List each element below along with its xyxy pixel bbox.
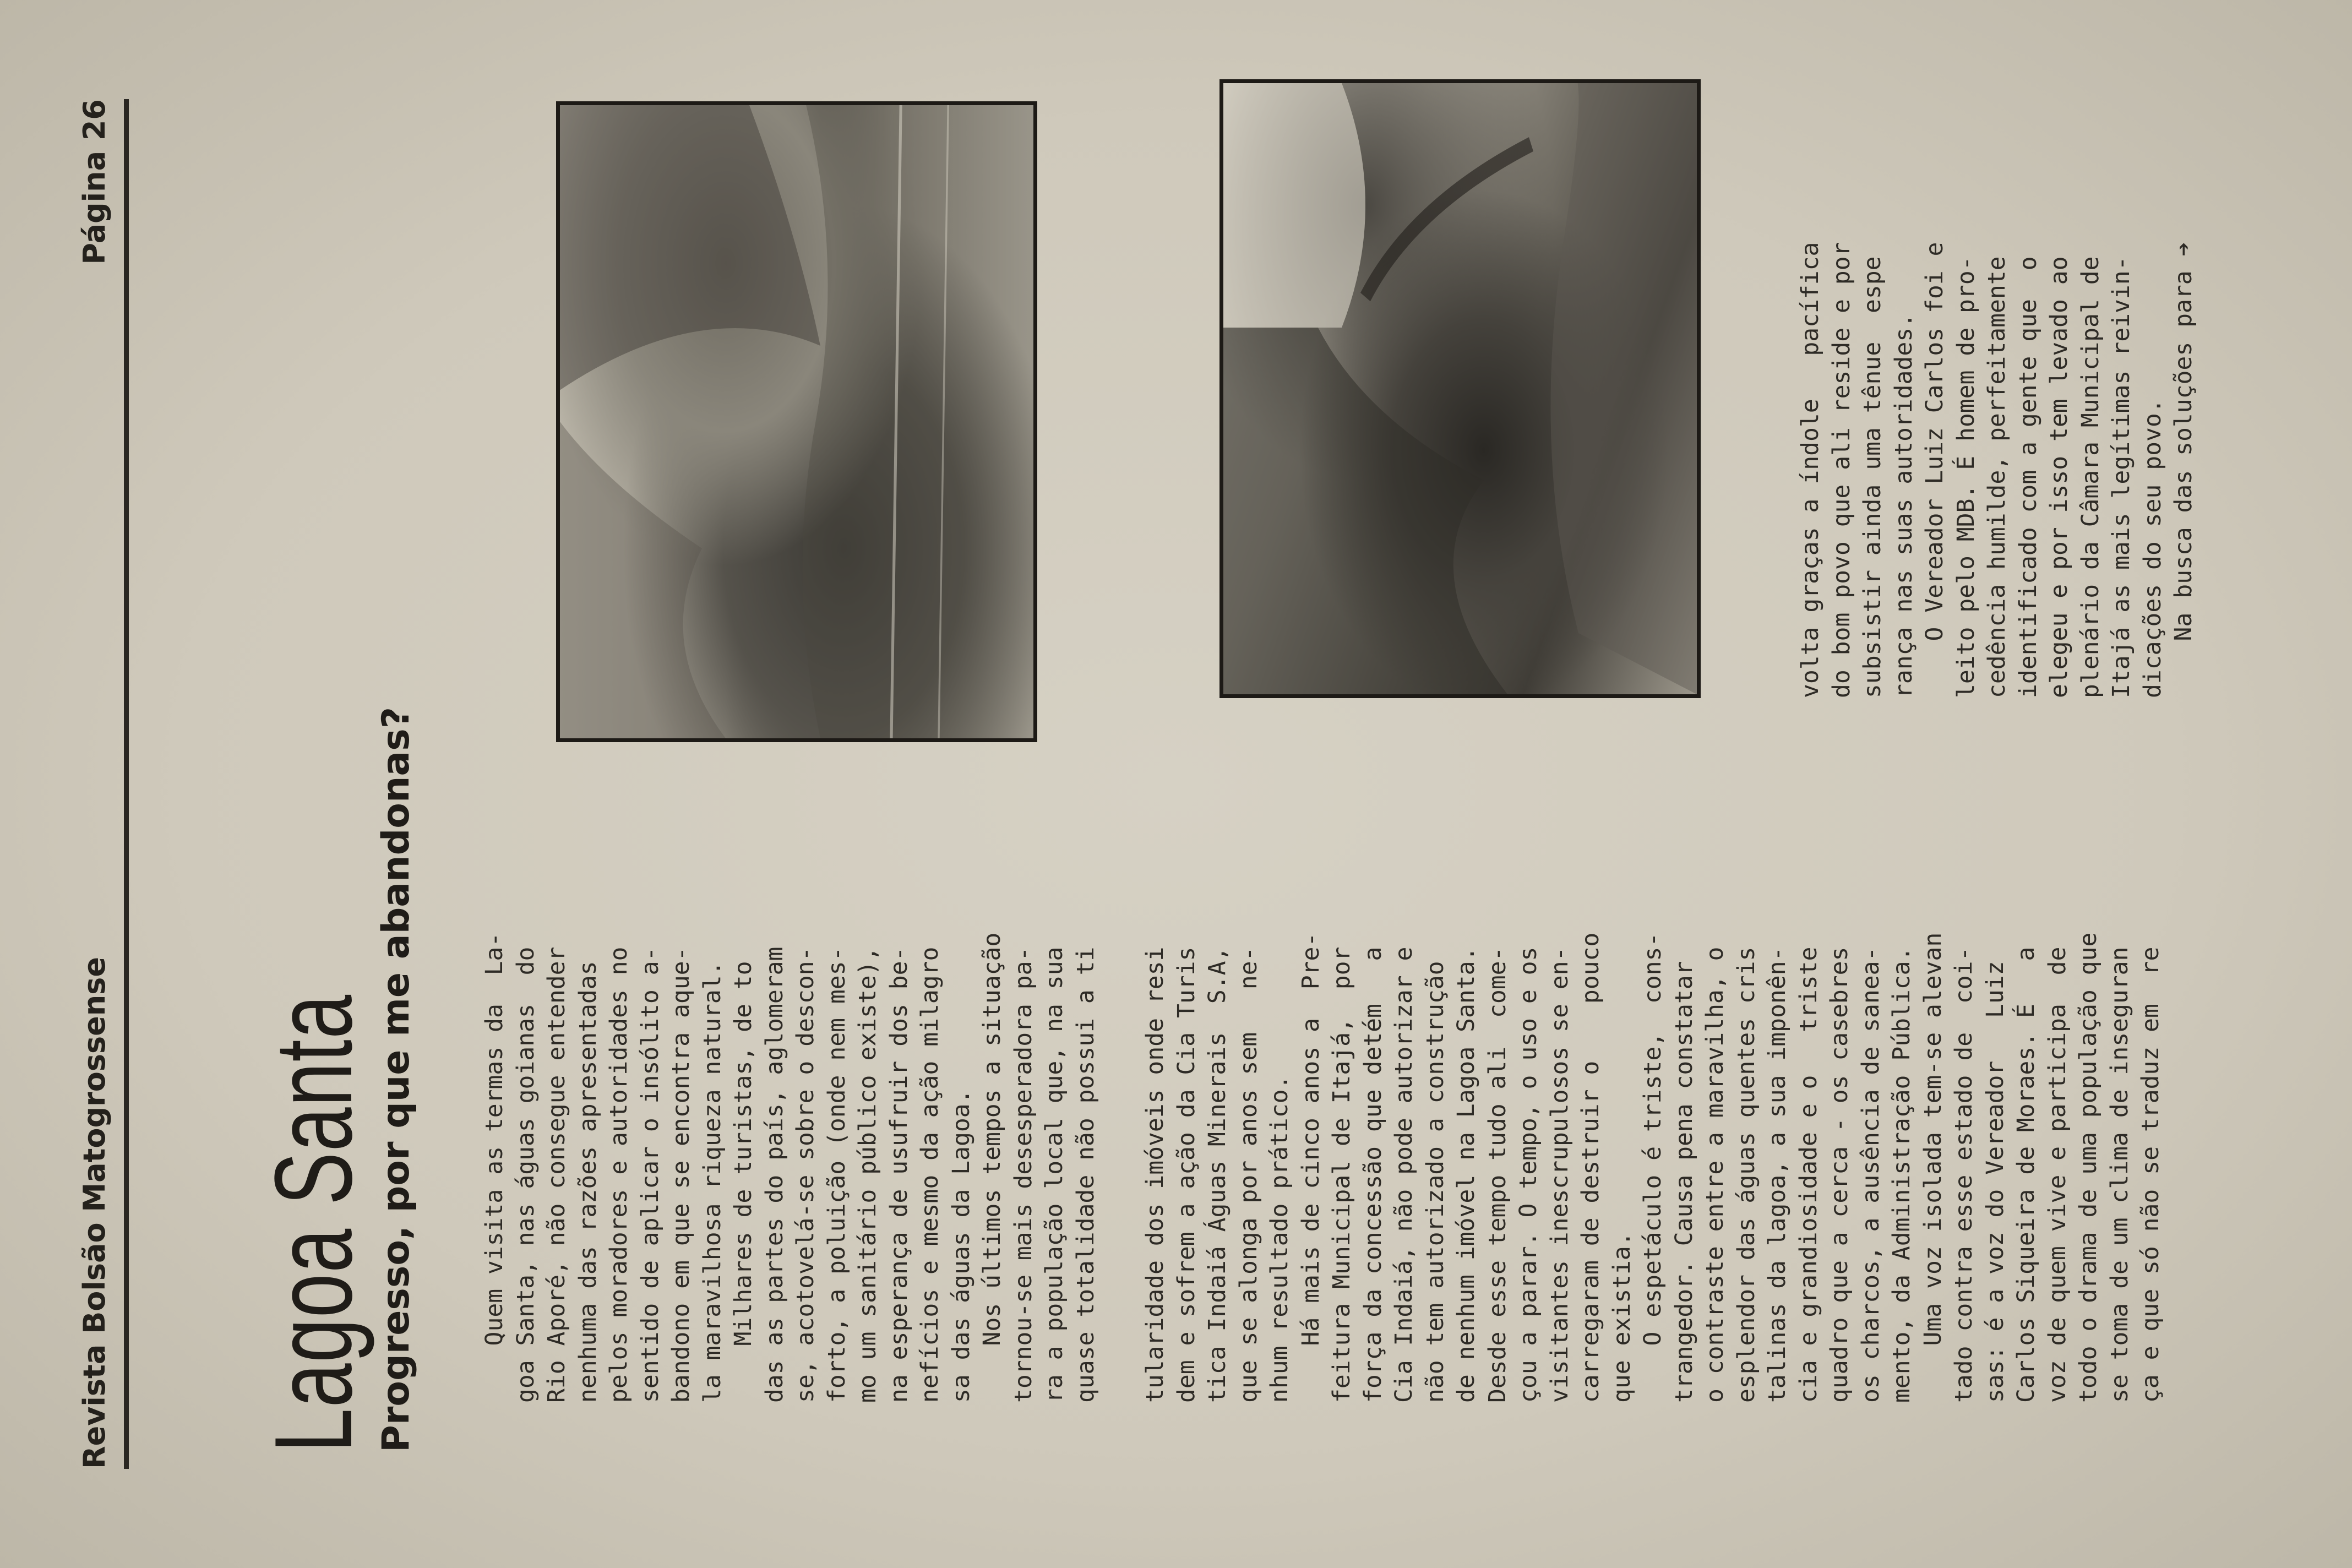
article-line: çou a parar. O tempo, o uso e os	[1515, 946, 1542, 1403]
article-line: leito pelo MDB. É homem de pro-	[1952, 256, 1980, 698]
article-line: Desde esse tempo tudo ali come-	[1483, 946, 1511, 1403]
article-line: Uma voz isolada tem-se alevan	[1919, 932, 1947, 1403]
article-title: Lagoa Santa	[252, 994, 375, 1452]
article-line: Itajá as mais legítimas reivin-	[2108, 256, 2135, 698]
article-line: os charcos, a ausência de sanea-	[1856, 946, 1885, 1403]
article-line: tornou-se mais desesperadora pa-	[1009, 946, 1037, 1403]
article-line: O Vereador Luiz Carlos foi e	[1921, 242, 1948, 698]
article-line: nenhuma das razões apresentadas	[574, 961, 602, 1403]
article-line: mo um sanitário público existe),	[854, 946, 881, 1403]
article-line: bandono em que se encontra aque-	[667, 946, 695, 1403]
article-line: não tem autorizado a construção	[1421, 961, 1449, 1403]
article-line: visitantes inescrupulosos se en-	[1545, 946, 1574, 1403]
article-line: subsistir ainda uma tênue espe	[1859, 256, 1886, 698]
article-line: identificado com a gente que o	[2014, 256, 2042, 698]
article-line: todo o drama de uma população que	[2075, 932, 2102, 1403]
article-line: volta graças a índole pacífica	[1796, 242, 1824, 698]
article-line: forto, a poluição (onde nem mes-	[823, 946, 851, 1403]
article-line: sentido de aplicar o insólito a-	[636, 946, 664, 1403]
article-line: carregaram de destruir o pouco	[1577, 932, 1604, 1403]
lagoon-photo-1	[556, 101, 1037, 742]
article-line: tado contra esse estado de coi-	[1950, 946, 1978, 1403]
article-line: quadro que a cerca - os casebres	[1826, 946, 1853, 1403]
lagoon-photo-2	[1219, 79, 1701, 698]
header-divider	[124, 99, 129, 1469]
article-line: nhum resultado prático.	[1266, 1075, 1293, 1403]
article-line: do bom povo que ali reside e por	[1827, 242, 1855, 698]
article-line: Cia Indaiá, não pode autorizar e	[1390, 946, 1418, 1403]
article-line: Carlos Siqueira de Moraes. É a	[2012, 946, 2040, 1403]
article-line: o contraste entre a maravilha, o	[1701, 946, 1729, 1403]
article-line: talinas da lagoa, a sua imponên-	[1763, 946, 1791, 1403]
article-line: que existia.	[1608, 1232, 1636, 1403]
article-line: das as partes do país, aglomeram	[760, 946, 788, 1403]
article-line: trangedor. Causa pena constatar	[1670, 961, 1698, 1403]
article-line: esplendor das águas quentes cris	[1732, 946, 1760, 1403]
article-line: cia e grandiosidade e o triste	[1794, 946, 1822, 1403]
article-line: ra a população local que, na sua	[1041, 946, 1068, 1403]
article-line: rança nas suas autoridades.	[1890, 313, 1918, 698]
article-line: de nenhum imóvel na Lagoa Santa.	[1452, 946, 1480, 1403]
article-line: ça e que só não se traduz em re	[2137, 946, 2164, 1403]
article-line: se, acotovelá-se sobre o descon-	[792, 946, 819, 1403]
article-line: sas: é a voz do Vereador Luiz	[1981, 961, 2009, 1403]
article-line: Rio Aporé, não consegue entender	[543, 946, 570, 1403]
page-number: Página 26	[77, 99, 112, 265]
article-line: Milhares de turistas, de to	[729, 961, 757, 1403]
article-line: elegeu e por isso tem levado ao	[2045, 256, 2073, 698]
article-line: feitura Municipal de Itajá, por	[1328, 946, 1355, 1403]
article-line: mento, da Administração Pública.	[1888, 946, 1915, 1403]
article-line: Nos últimos tempos a situação	[978, 932, 1006, 1403]
article-line: nefícios e mesmo da ação milagro	[916, 946, 944, 1403]
article-line: sa das águas da Lagoa.	[947, 1089, 975, 1403]
article-line: voz de quem vive e participa de	[2043, 946, 2071, 1403]
article-line: plenário da Câmara Municipal de	[2076, 256, 2104, 698]
article-line: que se alonga por anos sem ne-	[1234, 946, 1262, 1403]
article-line: se toma de um clima de inseguran	[2105, 946, 2133, 1403]
article-line: Na busca das soluções para ➔	[2170, 242, 2197, 698]
article-line: tularidade dos imóveis onde resi	[1141, 946, 1169, 1403]
article-line: la maravilhosa riqueza natural.	[698, 961, 726, 1403]
text-column-1	[479, 933, 1101, 1403]
article-line: tica Indaiá Águas Minerais S.A,	[1204, 946, 1231, 1403]
article-line: Há mais de cinco anos a Pre-	[1297, 932, 1325, 1403]
article-line: dicações do seu povo.	[2138, 399, 2166, 698]
text-column-3	[1795, 242, 2199, 698]
article-line: força da concessão que detém a	[1359, 946, 1387, 1403]
text-column-2	[1140, 933, 2166, 1403]
article-line: dem e sofrem a ação da Cia Turis	[1172, 946, 1200, 1403]
article-line: na esperança de usufruir dos be-	[885, 946, 913, 1403]
article-line: quase totalidade não possui a ti	[1071, 946, 1099, 1403]
article-line: Quem visita as termas da La-	[481, 932, 508, 1403]
article-line: cedência humilde, perfeitamente	[1983, 256, 2011, 698]
article-line: pelos moradores e autoridades no	[605, 946, 633, 1403]
article-subtitle: Progresso, por que me abandonas?	[374, 706, 418, 1452]
article-line: O espetáculo é triste, cons-	[1639, 932, 1667, 1403]
article-line: goa Santa, nas águas goianas do	[511, 946, 540, 1403]
publication-name: Revista Bolsão Matogrossense	[77, 957, 112, 1469]
